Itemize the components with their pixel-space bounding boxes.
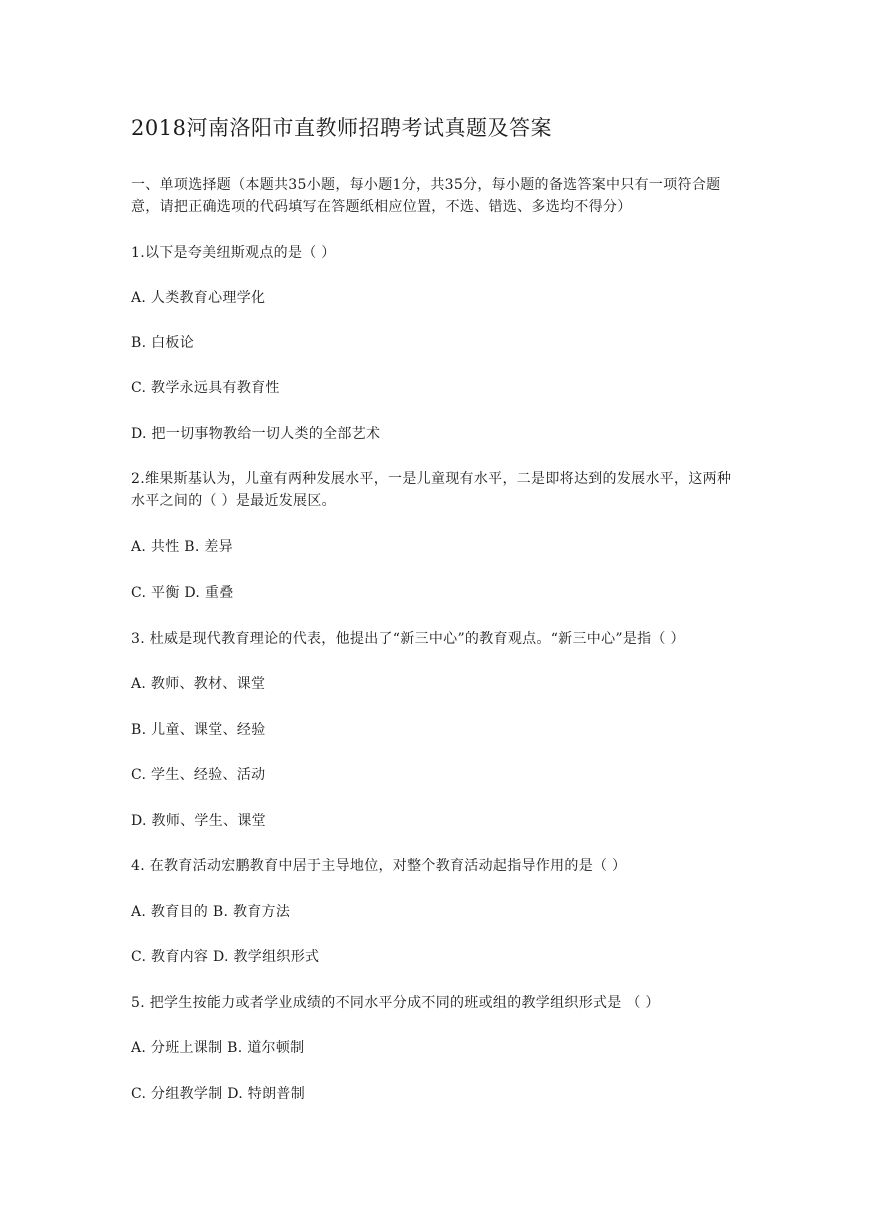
question-2-options-ab: A. 共性 B. 差异 xyxy=(131,539,233,555)
document-title: 2018河南洛阳市直教师招聘考试真题及答案 xyxy=(131,116,552,140)
question-2-stem: 2.维果斯基认为，儿童有两种发展水平，一是儿童现有水平，二是即将达到的发展水平，这两种水平之间的（ ）是最近发展区。 xyxy=(131,471,732,509)
question-1-option-c: C. 教学永远具有教育性 xyxy=(131,380,280,396)
question-2-options-cd: C. 平衡 D. 重叠 xyxy=(131,585,234,601)
question-3-option-c: C. 学生、经验、活动 xyxy=(131,767,266,783)
question-3-option-d: D. 教师、学生、课堂 xyxy=(131,813,266,829)
question-5-options-cd: C. 分组教学制 D. 特朗普制 xyxy=(131,1086,305,1102)
question-5-stem: 5. 把学生按能力或者学业成绩的不同水平分成不同的班或组的教学组织形式是 （ ） xyxy=(131,995,660,1011)
question-4-options-ab: A. 教育目的 B. 教育方法 xyxy=(131,904,291,920)
question-4-stem: 4. 在教育活动宏鹏教育中居于主导地位，对整个教育活动起指导作用的是（ ） xyxy=(131,858,627,874)
question-1-option-a: A. 人类教育心理学化 xyxy=(131,290,266,306)
question-1-option-d: D. 把一切事物教给一切人类的全部艺术 xyxy=(131,426,381,442)
question-3-option-a: A. 教师、教材、课堂 xyxy=(131,676,266,692)
question-1-option-b: B. 白板论 xyxy=(131,335,194,351)
question-4-options-cd: C. 教育内容 D. 教学组织形式 xyxy=(131,949,320,965)
question-3-stem: 3. 杜威是现代教育理论的代表，他提出了“新三中心”的教育观点。“新三中心”是指（ ） xyxy=(131,631,685,647)
question-1-stem: 1.以下是夸美纽斯观点的是（ ） xyxy=(131,245,336,261)
question-5-options-ab: A. 分班上课制 B. 道尔顿制 xyxy=(131,1040,305,1056)
section-header: 一、单项选择题（本题共35小题，每小题1分，共35分，每小题的备选答案中只有一项符合题意，请把正确选项的代码填写在答题纸相应位置，不选、错选、多选均不得分） xyxy=(131,177,721,215)
question-3-option-b: B. 儿童、课堂、经验 xyxy=(131,722,266,738)
